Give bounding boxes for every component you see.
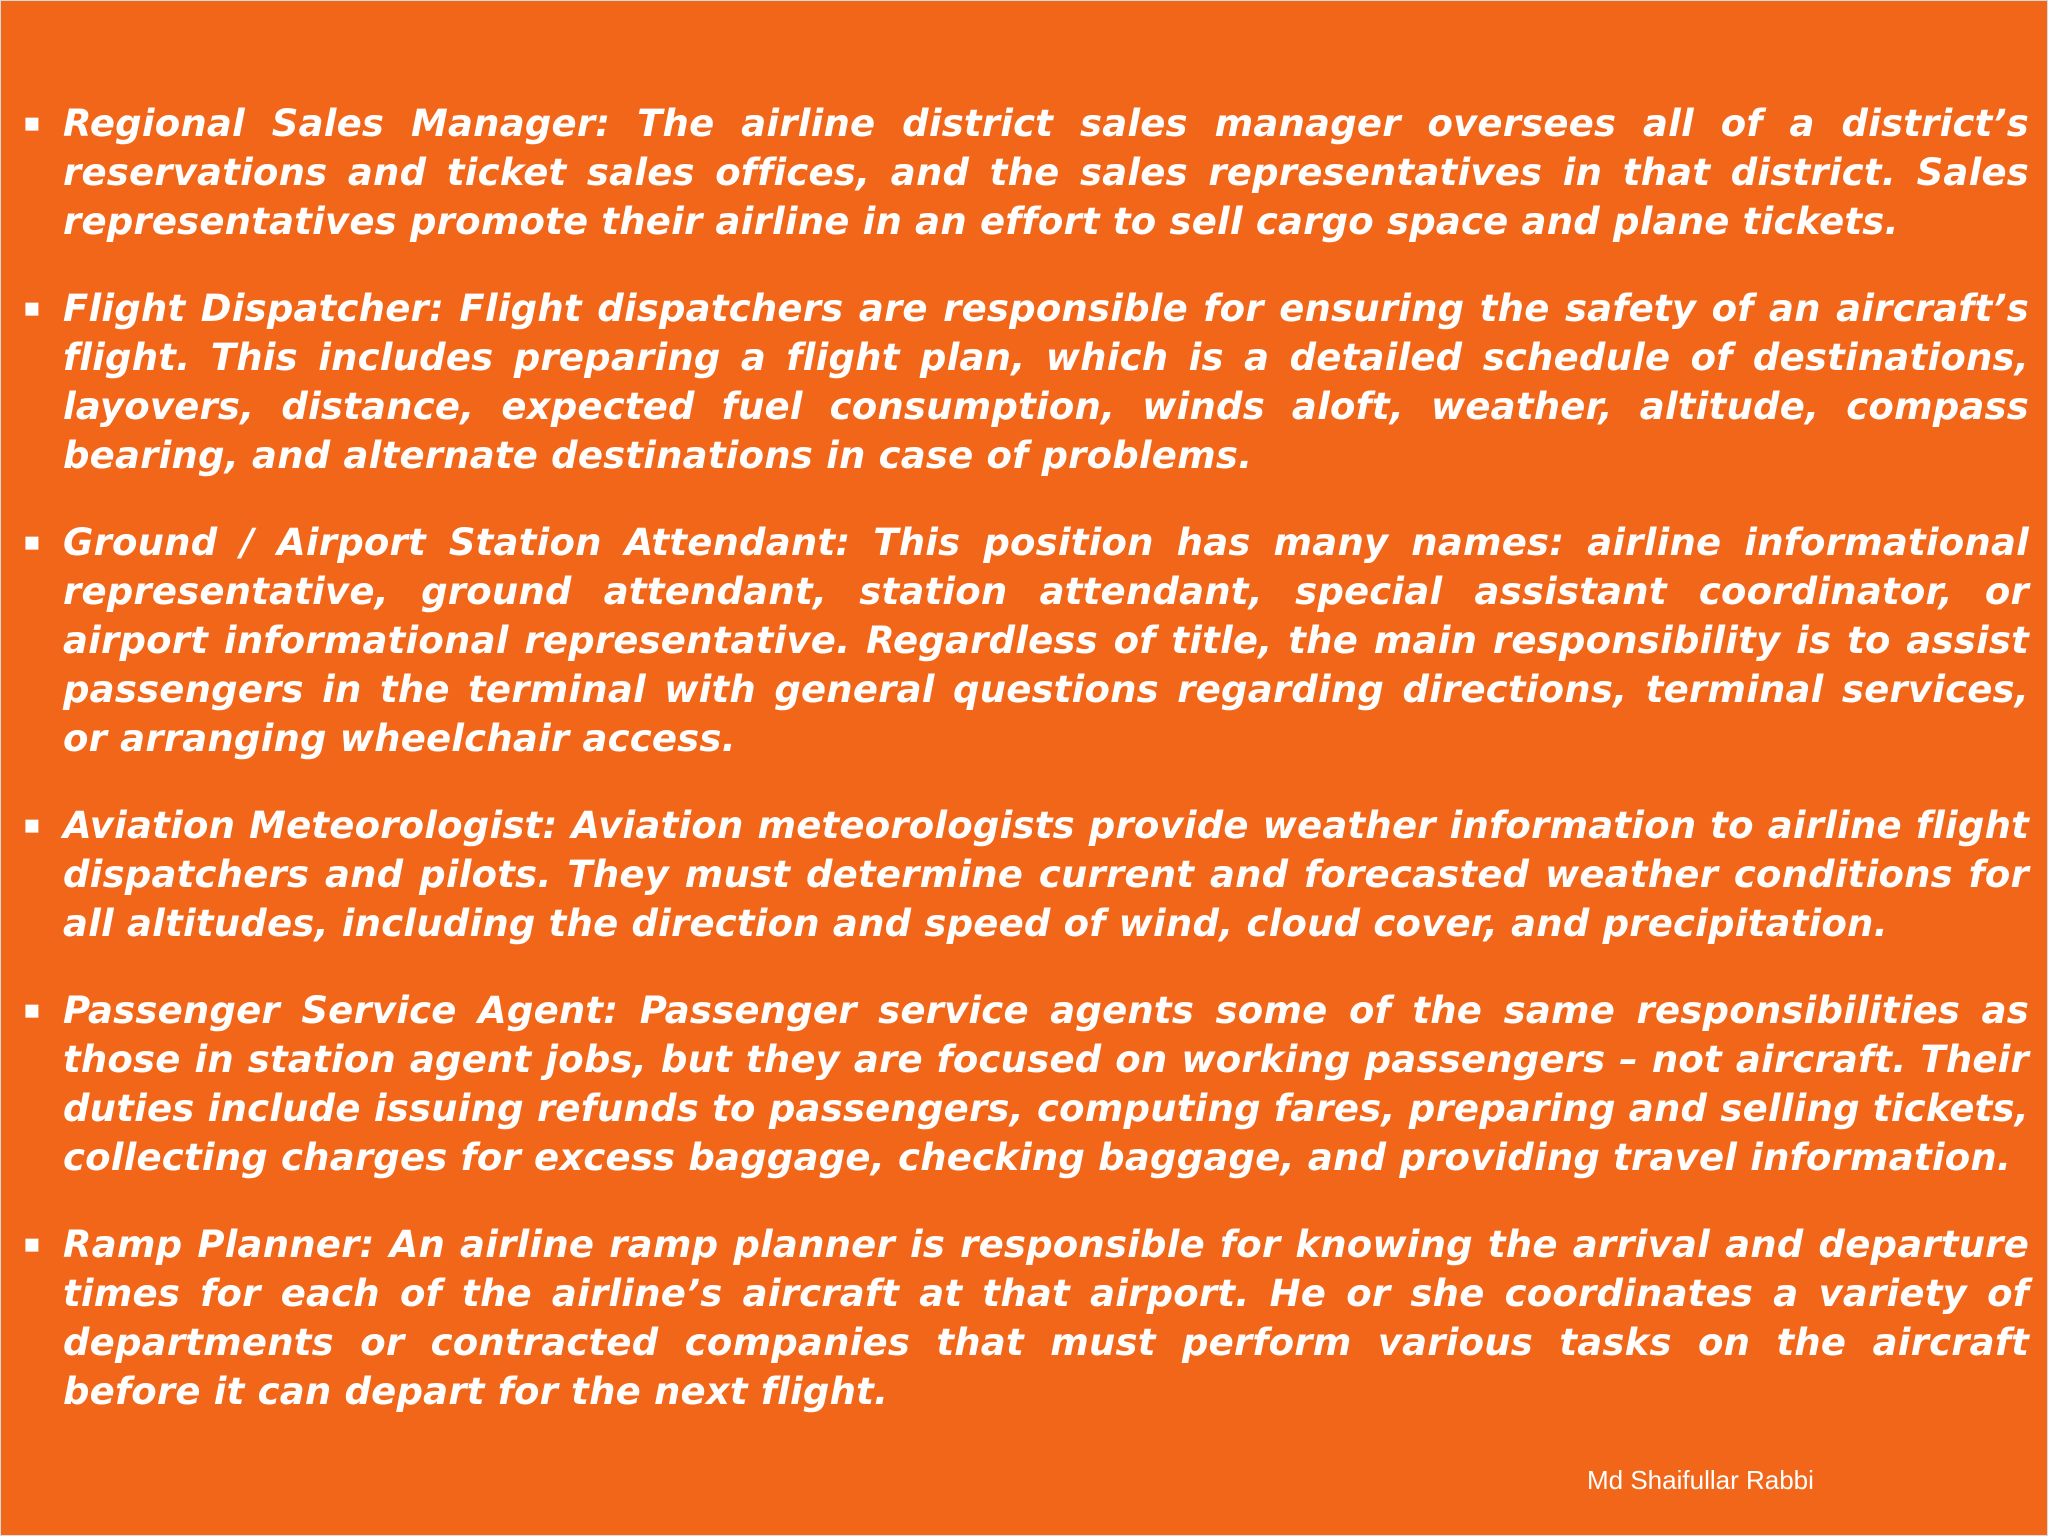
bullet-item-station-attendant — [23, 518, 2029, 763]
bullet-text: Flight Dispatcher: Flight dispatchers are responsible for ensuring the safety of an aircraft’s flight. This includes preparing a flight plan, which is a detailed schedule of destinations, layovers, distance, expected fuel consumption, winds aloft, weather, altitude, compass bearing, and alternate destinations in case of problems. — [63, 287, 2029, 477]
square-bullet-icon: ▪ — [23, 995, 41, 1025]
bullet-item-flight-dispatcher — [23, 284, 2029, 480]
bullet-text: Regional Sales Manager: The airline district sales manager oversees all of a district’s reservations and ticket sales offices, and the sales representatives in that district. Sales representatives promote their airline in an effort to sell cargo space and plane tickets. — [63, 102, 2029, 243]
bullet-item-ramp-planner — [23, 1220, 2029, 1416]
bullet-item-aviation-meteorologist — [23, 801, 2029, 948]
bullet-text: Passenger Service Agent: Passenger service agents some of the same responsibilities as those in station agent jobs, but they are focused on working passengers – not aircraft. Their duties include issuing refunds to passengers, computing fares, preparing and selling tickets, collecting charges for excess baggage, checking baggage, and providing travel information. — [63, 989, 2029, 1179]
square-bullet-icon: ▪ — [23, 1229, 41, 1259]
bullet-text: Aviation Meteorologist: Aviation meteorologists provide weather information to airline flight dispatchers and pilots. They must determine current and forecasted weather conditions for all altitudes, including the direction and speed of wind, cloud cover, and precipitation. — [63, 804, 2029, 945]
bullet-text: Ground / Airport Station Attendant: This position has many names: airline informational representative, ground attendant, station attendant, special assistant coordinator, or airport informational representative. Regardless of title, the main responsibility is to assist passengers in the terminal with general questions regarding directions, terminal services, or arranging wheelchair access. — [63, 521, 2029, 760]
square-bullet-icon: ▪ — [23, 527, 41, 557]
square-bullet-icon: ▪ — [23, 293, 41, 323]
author-credit: Md Shaifullar Rabbi — [1587, 1465, 1814, 1495]
bullet-item-passenger-service-agent — [23, 986, 2029, 1182]
bullet-list — [23, 99, 2029, 1454]
square-bullet-icon: ▪ — [23, 810, 41, 840]
bullet-item-regional-sales-manager — [23, 99, 2029, 246]
square-bullet-icon: ▪ — [23, 108, 41, 138]
bullet-text: Ramp Planner: An airline ramp planner is responsible for knowing the arrival and departure times for each of the airline’s aircraft at that airport. He or she coordinates a variety of departments or contracted companies that must perform various tasks on the aircraft before it can depart for the next flight. — [63, 1223, 2029, 1413]
